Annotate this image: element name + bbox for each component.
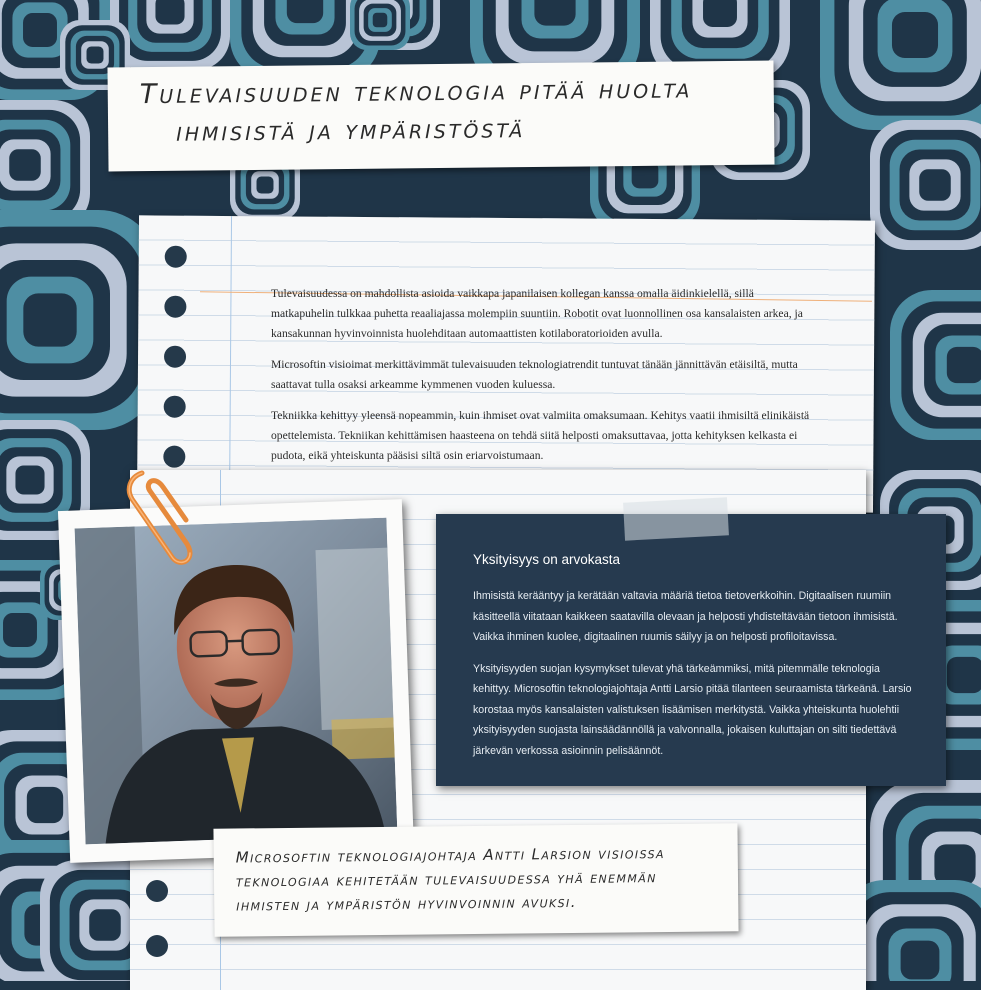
binder-hole: [164, 396, 186, 418]
page-title-line-2: ihmisistä ja ympäristöstä: [175, 113, 526, 148]
binder-hole: [164, 346, 186, 368]
privacy-heading: Yksityisyys on arvokasta: [473, 552, 621, 567]
binder-hole: [146, 880, 168, 902]
pattern-tile: [87, 47, 104, 64]
article-body: [271, 284, 816, 477]
pattern-tile: [257, 177, 274, 194]
pattern-tile: [9, 149, 41, 181]
binder-hole: [164, 296, 186, 318]
pattern-tile: [947, 657, 981, 693]
pattern-tile: [15, 465, 44, 494]
pattern-tile: [534, 0, 575, 26]
pattern-tile: [155, 0, 184, 25]
privacy-paragraph-2: Yksityisyyden suojan kysymykset tulevat yhä tärkeämmiksi, mitä pitemmälle teknologia kehittyy. Microsoftin teknologiajohtaja Antti Larsio pitää tilanteen seuraamista tärkeänä. Larsio korostaa myös kansalaisten valistuksen lisäämisen merkitystä. Vaikka yhteiskunta huolehtii yksityisyyden suojasta lainsäädännöllä ja valvonnalla, jokaisen kuluttajan on silti tiedettävä järkevän verkossa asioinnin pelisäännöt.: [473, 662, 912, 757]
pattern-tile: [23, 13, 57, 47]
pattern-tile: [23, 293, 76, 346]
pattern-tile: [373, 13, 388, 28]
pattern-tile: [287, 0, 323, 23]
article-paragraph-2: Microsoftin visioimat merkittävimmät tulevaisuuden teknologiatrendit tuntuvat tänään jännittävän etäisiltä, mutta saattavat tulla osaksi arkeamme kymmenen vuoden kuluessa.: [271, 358, 798, 391]
pattern-tile: [89, 909, 121, 941]
paperclip-icon: [124, 465, 194, 570]
privacy-paragraph-1: Ihmisistä kerääntyy ja kerätään valtavia määriä tietoa tietoverkkoihin. Digitaalisen ruumiin käsitteellä viitataan kaikkeen saatavilla olevaan ja helposti yhdisteltävään tietoon ihmisistä. Vaikka ihminen kuolee, digitaalinen ruumis säilyy ja on helposti profiloitavissa.: [473, 590, 898, 643]
pattern-tile: [947, 347, 981, 383]
portrait-photo-frame: [58, 499, 414, 863]
binder-hole: [165, 246, 187, 268]
margin-line: [229, 216, 232, 508]
pattern-tile: [3, 613, 37, 647]
privacy-sidebar-box: [436, 514, 946, 786]
pattern-tile: [27, 787, 63, 823]
pattern-tile: [934, 844, 975, 885]
tape-strip: [623, 497, 729, 540]
page-title-line-1: Tulevaisuuden teknologia pitää huolta: [139, 73, 693, 111]
binder-hole: [146, 935, 168, 957]
article-paragraph-3: Tekniikka kehittyy yleensä nopeammin, kuin ihmiset ovat valmiita omaksumaan. Kehitys vaatii ihmisiltä elinikäistä opettelemista. Tekniikan kehittämisen haasteena on tehdä siitä helposti omaksuttavaa, jotta kehityksen kelkasta ei pudota, eikä yhteiskunta pääsisi siltä osin eriarvoistumaan.: [271, 409, 810, 462]
pattern-tile: [919, 169, 951, 201]
pattern-tile: [703, 0, 737, 27]
photo-caption-strip: [213, 823, 738, 936]
article-paragraph-1: Tulevaisuudessa on mahdollista asioida vaikkapa japanilaisen kollegan kanssa omalla äidinkielellä, sillä matkapuhelin tulkkaa puhetta reaaliajassa molempiin suuntiin. Robotit ovat luonnollinen osa kansalaisten arkea, ja kansakunnan hyvinvoinnista huolehditaan automaattisten kotilaboratorioiden avulla.: [271, 287, 803, 340]
pattern-tile: [892, 12, 938, 58]
title-strip: [107, 61, 774, 172]
caption-line-2: teknologiaa kehitetään tulevaisuudessa yhä enemmän: [235, 868, 657, 891]
portrait-photo: [75, 518, 398, 845]
pattern-tile: [901, 941, 940, 980]
caption-line-3: ihmisten ja ympäristön hyvinvoinnin avuksi.: [236, 892, 577, 915]
caption-line-1: Microsoftin teknologiajohtaja Antti Larsion visioissa: [235, 844, 665, 867]
